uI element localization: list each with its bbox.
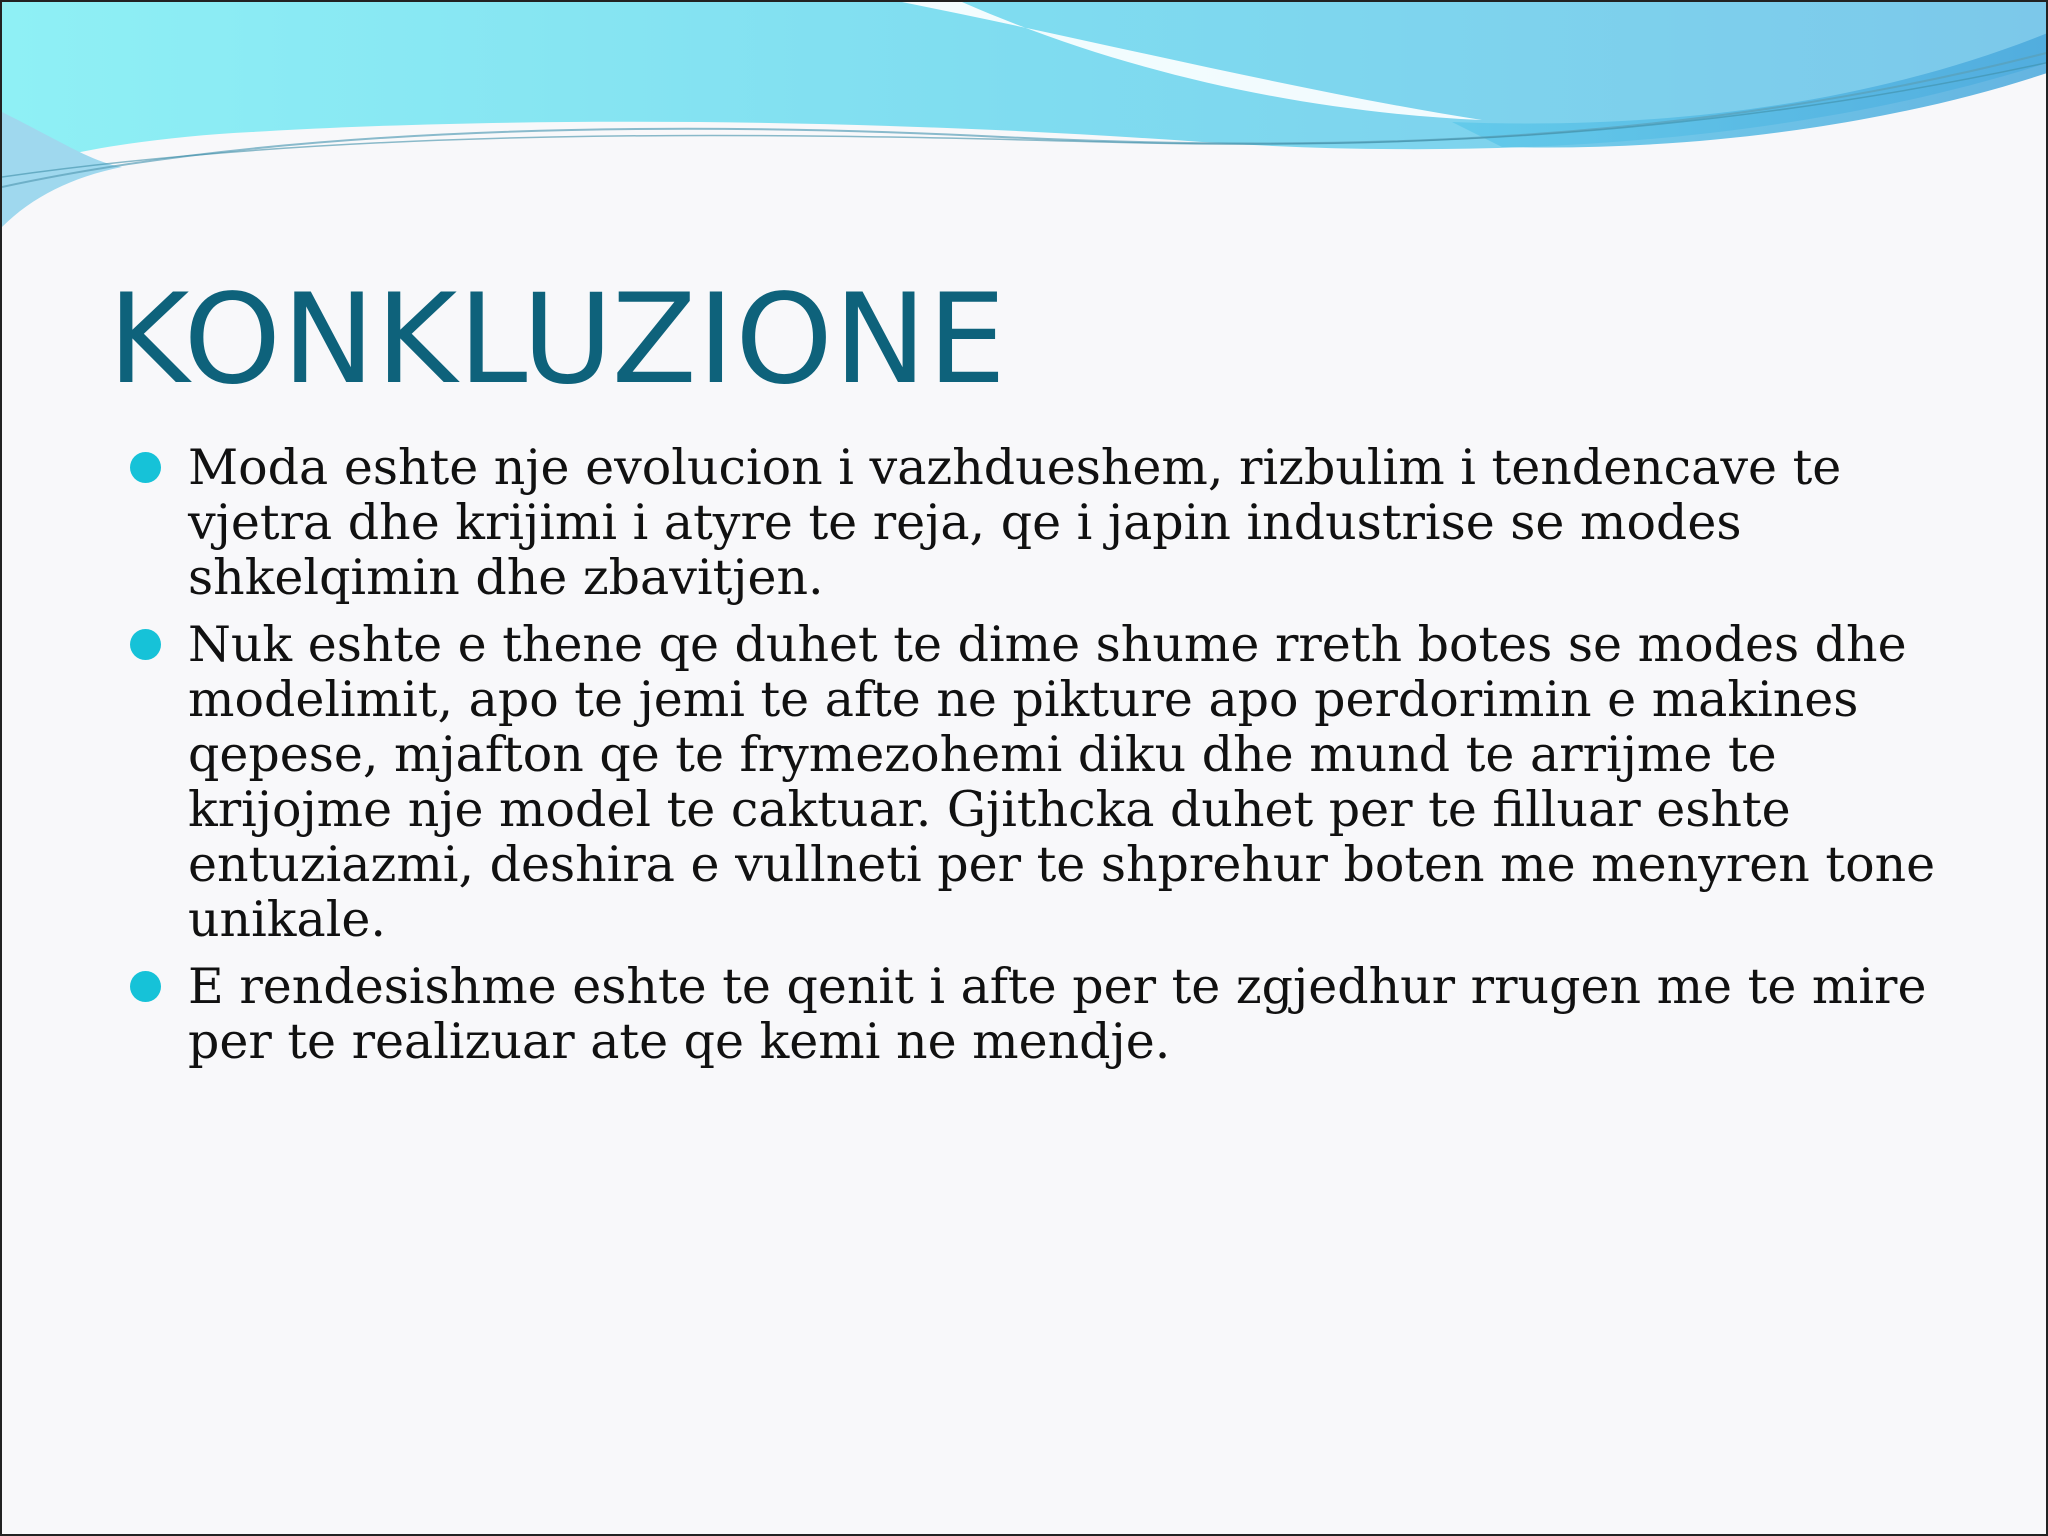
bullet-text: Moda eshte nje evolucion i vazhdueshem, rizbulim i tendencave te vjetra dhe krijimi i atyre te reja, qe i japin industrise se modes shkelqimin dhe zbavitjen. [188, 439, 1842, 606]
bullet-dot-icon [130, 629, 161, 660]
bullet-item [122, 440, 1942, 605]
bullet-text: Nuk eshte e thene qe duhet te dime shume rreth botes se modes dhe modelimit, apo te jemi te afte ne pikture apo perdorimin e makines qepese, mjafton qe te frymezohemi diku dhe mund te arrijme te krijojme nje model te caktuar. Gjithcka duhet per te filluar eshte entuziazmi, deshira e vullneti per te shprehur boten me menyren tone unikale. [188, 616, 1936, 948]
bullet-item [122, 959, 1942, 1069]
bullet-list [122, 440, 1942, 1081]
bullet-text: E rendesishme eshte te qenit i afte per te zgjedhur rrugen me te mire per te realizuar ate qe kemi ne mendje. [188, 958, 1927, 1070]
header-wave-decoration [2, 2, 2048, 262]
bullet-item [122, 617, 1942, 947]
bullet-dot-icon [130, 971, 161, 1002]
slide-title: KONKLUZIONE [108, 268, 1007, 412]
bullet-dot-icon [130, 452, 161, 483]
